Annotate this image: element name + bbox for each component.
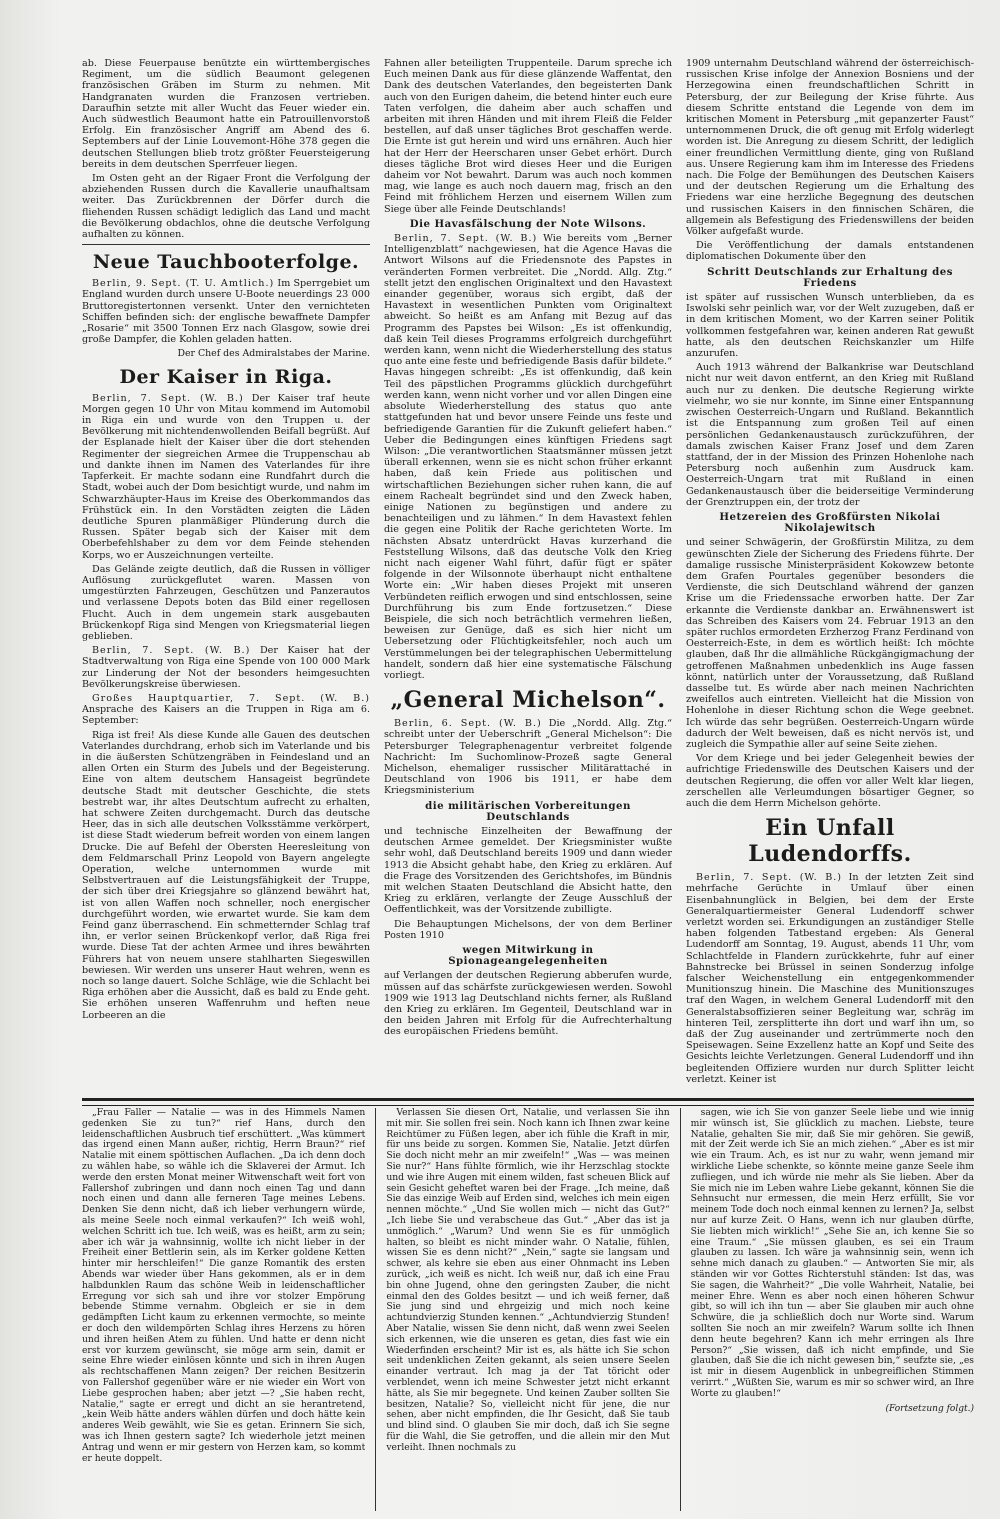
paragraph: Der Kaiser traf heute Morgen gegen 10 Uhr von Mitau kommend im Automobil in Riga ein und wurde von den Truppen u. der Bevölkerung mit nichtendenwollenden Beifall begrüßt. Auf der Esplanade hielt der Kaiser über die dort stehenden Regimenter der siegreichen Armee die Truppenschau ab und dankte ihnen im Namen des Vaterlandes für ihre Tapferkeit. Er machte sodann eine Rundfahrt durch die Stadt, wobei auch der Dom besichtigt wurde, und nahm im Schwarzhäupter-Haus im Kreise des Oberkommandos das Frühstück ein. In den Vorstädten zeigten die Läden deutliche Spuren planmäßiger Plünderung durch die Russen. Später begab sich der Kaiser mit dem Oberbefehlshaber zu dem vor dem Feinde stehenden Korps, wo er Auszeichnungen verteilte. bbox=[82, 392, 370, 561]
headline-kaiser-riga: Der Kaiser in Riga. bbox=[119, 365, 333, 388]
subheading-vorbereitungen: die militärischen Vorbereitungen Deutschlands bbox=[425, 799, 631, 823]
subheading-hetzereien: Hetzereien des Großfürsten Nikolai Nikolajewitsch bbox=[719, 510, 941, 535]
dateline: Berlin, 7. Sept. (W. B.) bbox=[394, 233, 538, 245]
news-section bbox=[82, 58, 974, 1098]
paragraph: und seiner Schwägerin, der Großfürstin Militza, zu dem gewünschten Ziele der Sicherung des Friedens führte. Der damalige russische Ministerpräsident Kokowzew betonte dem Grafen Pourtales gegenüber besonders die Verdienste, die sich Deutschland während der ganzen Krise um die Friedenssache erworben hatte. Der Zar erkannte die Verdienste dankbar an. Erwähnenswert ist das Schreiben des Kaisers vom 24. Februar 1913 an den später ruchlos ermordeten Erzherzog Franz Ferdinand von Oesterreich-Este, in dem es wörtlich heißt: Ich möchte glauben, daß Ihr die allmähliche Rückgängigmachung der getroffenen Maßnahmen unbedenklich ins Auge fassen könnt, natürlich unter der Voraussetzung, daß Rußland dasselbe tut. Es würde aber nach meinen Nachrichten zweifellos auch eintreten. Vielleicht hat die Mission von Hohenlohe in dieser Richtung schon die Wege geebnet. Ich würde das sehr begrüßen. Oesterreich-Ungarn würde dadurch der Welt beweisen, daß es nicht nervös ist, und zugleich die Sympathie aller auf seine Seite ziehen. bbox=[686, 537, 974, 750]
signature: Der Chef des Admiralstabes der Marine. bbox=[177, 348, 370, 360]
paragraph: Ansprache des Kaisers an die Truppen in Riga am 6. September: bbox=[82, 704, 370, 727]
feuilleton-column-3 bbox=[691, 1108, 974, 1511]
paragraph: Wie bereits vom „Berner Intelligenzblatt“ nachgewiesen, hat die Agence Havas die Antwort Wilsons auf die Friedensnote des Papstes in veränderten Formen verbreitet. Die „Nordd. Allg. Ztg.“ stellt jetzt den englischen Originaltext und den Havastext einander gegenüber, woraus sich ergibt, daß der Havastext in wesentlichen Punkten vom Originaltext abweicht. So heißt es am Anfang mit Bezug auf das Programm des Papstes bei Wilson: „Es ist offenkundig, daß kein Teil dieses Programms erfolgreich durchgeführt werden kann, wenn nicht die Wiederherstellung des status quo ante eine feste und befriedigende Basis dafür bildete.“ Havas hingegen schreibt: „Es ist offenkundig, daß kein Teil des päpstlichen Programms glücklich durchgeführt werden kann, wenn nicht vorher und vor allen Dingen eine absolute Wiederherstellung des status quo ante stattgefunden hat und bevor unsere Feinde uns feste und befriedigende Garantien für die Zukunft geliefert haben.“ Ueber die Bedingungen eines künftigen Friedens sagt Wilson: „Die verantwortlichen Staatsmänner müssen jetzt überall erkennen, wenn sie es nicht schon früher erkannt haben, daß kein Friede aus politischen und wirtschaftlichen Beziehungen sicher ruhen kann, die auf einem Rachealt begründet sind und den Zweck haben, einige Nationen zu begünstigen und andere zu benachteiligen und zu lähmen.“ In dem Havastext fehlen die gegen eine Politik der Rache gerichteten Worte. Im nächsten Absatz unterdrückt Havas kurzerhand die Feststellung Wilsons, daß das deutsche Volk den Krieg nicht nach eigener Wahl führt, dafür fügt er später folgende in der Wilsonnote überhaupt nicht enthaltene Worte ein: „Wir haben dieses Projekt mit unseren Verbündeten reiflich erwogen und sind entschlossen, seine Durchführung bis zum Ende fortzusetzen.“ Diese Beispiele, die sich noch beträchtlich vermehren ließen, beweisen zur Genüge, daß es sich hier nicht um Uebersetzung oder Flüchtigkeitsfehler, noch auch um Verstümmelungen bei der telegraphischen Uebermittelung handelt, sondern daß hier eine systematische Fälschung vorliegt. bbox=[384, 233, 672, 681]
paragraph: Im Sperrgebiet um England wurden durch unsere U-Boote neuerdings 23 000 Bruttoregistertonnen versenkt. Unter den vernichteten Schiffen befinden sich: der englische bewaffnete Dampfer „Rosarie“ mit 3500 Tonnen Erz nach Glasgow, sowie drei große Dampfer, die Kohlen geladen hatten. bbox=[82, 278, 370, 346]
feuilleton-column-1 bbox=[82, 1108, 365, 1511]
headline-unfall-ludendorff: Ein Unfall Ludendorffs. bbox=[748, 815, 912, 868]
paragraph: Im Osten geht an der Rigaer Front die Verfolgung der abziehenden Russen durch die Kavallerie unaufhaltsam weiter. Das Zurückbrennen der Dörfer durch die fliehenden Russen schädigt lediglich das Land und macht die Bevölkerung obdachlos, ohne die deutsche Verfolgung aufhalten zu können. bbox=[82, 173, 370, 241]
dateline: Berlin, 9. Sept. (T. U. Amtlich.) bbox=[92, 278, 275, 290]
divider bbox=[82, 244, 370, 245]
dateline: Berlin, 7. Sept. (W. B.) bbox=[696, 872, 843, 884]
feuilleton-section bbox=[82, 1108, 974, 1511]
feuilleton-divider bbox=[82, 1098, 974, 1106]
paragraph: ist später auf russischen Wunsch unterblieben, da es Iswolski sehr peinlich war, vor der Welt zuzugeben, daß er in dem kritischen Moment, wo der Karren seiner Politik vollkommen festgefahren war, keinen anderen Rat gewußt hatte, als den deutschen Reichskanzler um Hilfe anzurufen. bbox=[686, 292, 974, 360]
paragraph: Riga ist frei! Als diese Kunde alle Gauen des deutschen Vaterlandes durchdrang, erhob sich im Vaterlande und bis in die äußersten Schützengräben in Feindesland und an allen Orten ein Sturm des Jubels und der Begeisterung. Eine von altem deutschem Hansageist begründete deutsche Stadt mit deutscher Geschichte, die stets bestrebt war, ihr altes Deutschtum aufrecht zu erhalten, hat schwere Zeiten durchgemacht. Durch das deutsche Heer, das in sich alle deutschen Volksstämme verkörpert, ist diese Stadt wiederum befreit worden von einem langen Drucke. Die auf Befehl der Obersten Heeresleitung von dem Feldmarschall Prinz Leopold von Bayern angelegte Operation, welche unternommen wurde mit Selbstvertrauen auf die Leistungsfähigkeit der Truppe, der sich über drei Kriegsjahre so glänzend bewährt hat, ist von allen Waffen noch schneller, noch energischer durchgeführt worden, wie erwartet wurde. Sie kam dem Feind ganz überraschend. Ein schmetternder Schlag traf ihn, er verlor seinen Brückenkopf verlor, daß Riga frei wurde. Diese Tat der achten Armee und ihres bewährten Führers hat von neuem unsere stahlharten Siegeswillen bewiesen. Wir werden uns unserer Haut wehren, wenn es noch so lange dauert. Solche Schläge, wie die Schlacht bei Riga erhöhen aber die Aussicht, daß es bald zu Ende geht. Sie erhöhen unseren Waffenruhm und heften neue Lorbeeren an die bbox=[82, 729, 370, 1021]
column-1 bbox=[82, 58, 370, 1098]
paragraph: Die Behauptungen Michelsons, der von dem Berliner Posten 1910 bbox=[384, 918, 672, 941]
paragraph: „Frau Faller — Natalie — was in des Himmels Namen gedenken Sie zu tun?“ rief Hans, durch den leidenschaftlichen Ausbruch tief erschüttert. „Was kümmert das irgend einen Mann außer, richtig, Herrn Braun?“ rief Natalie mit einem spöttischen Auflachen. „Da ich denn doch zu wählen habe, so wähle ich die Sklaverei der Armut. Ich werde den ersten Monat meiner Witwenschaft weit fort von Fallershof zubringen und dann noch einen Tag und dann noch einen und dann alle ferneren Tage meines Lebens. Denken Sie denn nicht, daß ich lieber verhungern würde, als meine Seele noch einmal verkaufen?“ Ich weiß wohl, welchen Schritt ich tue. Ich weiß, was es heißt, arm zu sein; aber ich wär ja wahnsinnig, wollte ich nicht lieber in der Freiheit einer Bettlerin sein, als im Kerker goldene Ketten hinter mir herschleifen!“ Die ganze Romantik des ersten Abends war wieder über Hans gekommen, als er in dem halbdunklen Raum das schöne Weib in leidenschaftlicher Erregung vor sich sah und ihre vor stolzer Empörung bebende Stimme vernahm. Obgleich er sie in dem gedämpften Licht kaum zu erkennen vermochte, so meinte er doch den wildempörten Schlag ihres Herzens zu hören und ihren heißen Atem zu fühlen. Und hatte er denn nicht erst vor kurzem gewünscht, sie möge arm sein, damit er seine Ehre wieder einlösen könnte und sich in ihren Augen als rechtschaffenen Mann zeigen? Der reichen Besitzerin von Fallershof gegenüber wäre er nie wieder ein Wort von Liebe gesprochen haben; aber jetzt —? „Sie haben recht, Natalie,“ sagte er erregt und dicht an sie herantretend, „kein Weib hätte anders wählen dürfen und doch hätte kein anderes Weib gewählt, wie Sie es getan. Erinnern Sie sich, was ich Ihnen gestern sagte? Ich wiederhole jetzt meinen Antrag und wenn er mir gestern von Herzen kam, so kommt er heute doppelt. bbox=[82, 1108, 366, 1464]
paragraph: Auch 1913 während der Balkankrise war Deutschland nicht nur weit davon entfernt, an den Krieg mit Rußland auch nur zu denken. Die deutsche Regierung wirkte vielmehr, wo sie nur konnte, im Sinne einer Entspannung zwischen Oesterreich-Ungarn und Rußland. Bekanntlich ist die Entspannung zum großen Teil auf einen persönlichen Gedankenaustausch zurückzuführen, der damals zwischen Kaiser Franz Josef und dem Zaren stattfand, der in der Mission des Prinzen Hohenlohe nach Petersburg noch außenhin zum Ausdruck kam. Oesterreich-Ungarn trat mit Rußland in einen Gedankenaustausch über die beiderseitige Verminderung der Grenztruppen ein, der trotz der bbox=[686, 362, 974, 508]
headline-michelson: „General Michelson“. bbox=[390, 687, 666, 714]
paragraph: 1909 unternahm Deutschland während der österreichisch-russischen Krise infolge der Annexion Bosniens und der Herzegowina einen freundschaftlichen Schritt in Petersburg, der zur Beilegung der Krise führte. Aus diesem Schritte entstand die Legende von dem im kritischen Moment in Petersburg „mit gepanzerter Faust“ unternommenen Druck, die oft genug mit Erfolg widerlegt worden ist. Die Anregung zu diesem Schritt, der lediglich einer freundlichen Vermittlung diente, ging von Rußland aus. Unsere Regierung kam ihm im Interesse des Friedens nach. Die Folge der Bemühungen des Deutschen Kaisers und der deutschen Regierung um die Erhaltung des Friedens war eine herzliche Begegnung des deutschen und russischen Kaisers in den finnischen Schären, die allgemein als Befestigung des Friedenswillens der beiden Völker aufgefaßt wurde. bbox=[686, 58, 974, 238]
continuation-note: (Fortsetzung folgt.) bbox=[885, 1403, 974, 1414]
dateline: Berlin, 7. Sept. (W. B.) bbox=[92, 645, 251, 657]
paragraph: Vor dem Kriege und bei jeder Gelegenheit bewies der aufrichtige Friedenswille des Deutschen Kaisers und der deutschen Regierung, die offen vor aller Welt klar liegen, zerschellen alle Verleumdungen bösartiger Gegner, so auch die dem Herrn Michelson gehörte. bbox=[686, 753, 974, 809]
headline-tauchboot: Neue Tauchbooterfolge. bbox=[92, 251, 360, 274]
paragraph: Das Gelände zeigte deutlich, daß die Russen in völliger Auflösung zurückgeflutet waren. Massen von umgestürzten Fahrzeugen, Geschützen und Panzerautos und verlassene Depots boten das Bild einer regellosen Flucht. Auch in dem ungemein stark ausgebauten Brückenkopf Riga sind Mengen von Kriegsmaterial liegen geblieben. bbox=[82, 563, 370, 642]
column-3 bbox=[686, 58, 974, 1098]
column-rule bbox=[375, 1108, 376, 1511]
paragraph: Der Kaiser hat der Stadtverwaltung von Riga eine Spende von 100 000 Mark zur Linderung der Not der besonders heimgesuchten Bevölkerungskreise überwiesen. bbox=[82, 645, 370, 690]
feuilleton-column-2 bbox=[386, 1108, 669, 1511]
paragraph: Verlassen Sie diesen Ort, Natalie, und verlassen Sie ihn mit mir. Sie sollen frei sein. Noch kann ich Ihnen zwar keine Reichtümer zu Füßen legen, aber ich fühle die Kraft in mir, für uns beide zu sorgen. Kommen Sie, Natalie. Jetzt dürfen Sie doch nicht mehr an mir zweifeln!“ „Was — was meinen Sie nur?“ Hans fühlte förmlich, wie ihr Herzschlag stockte und wie ihre Augen mit einem wilden, fast scheuen Blick auf sein Gesicht geheftet waren bei der Frage. „Ich meine, daß Sie das einzige Weib auf Erden sind, welches ich mein eigen nennen möchte.“ „Und Sie wollen mich — nicht das Gut?“ „Ich liebe Sie und verabscheue das Gut.“ „Aber das ist ja unmöglich.“ „Warum? Und wenn Sie es für unmöglich halten, so bleibt es nicht minder wahr. O Natalie, fühlen, wissen Sie es denn nicht?“ „Nein,“ sagte sie langsam und schwer, als kehre sie eben aus einer Ohnmacht ins Leben zurück, „ich weiß es nicht. Ich weiß nur, daß ich eine Frau bin ohne Jugend, ohne den geringsten Zauber, die nicht einmal den des Goldes besitzt — und ich weiß ferner, daß Sie jung sind und ehrgeizig und mich noch keine achtundvierzig Stunden kennen.“ „Achtundvierzig Stunden! Aber Natalie, wissen Sie denn nicht, daß wenn zwei Seelen sich erkennen, wie die unseren es getan, dies fast wie ein Wiederfinden erscheint? Mir ist es, als hätte ich Sie schon seit undenklichen Zeiten gekannt, als seien unsere Seelen einander vertraut. Ich mag ja der Tat töricht oder verblendet, wenn ich meine Schwester jetzt nicht erkannt hätte, als Sie mir begegnete. Und keinen Zauber sollten Sie besitzen, Natalie? So, vielleicht nicht für jene, die nur sehen, aber nicht empfinden, die Ihr Gesicht, daß Sie taub und blind sind. O glauben Sie mir doch, daß ich Sie segne für die Wahl, die Sie getroffen, und die allein mir den Mut verleiht. Ihnen nochmals zu bbox=[386, 1108, 670, 1453]
subheading-schritt: Schritt Deutschlands zur Erhaltung des Friedens bbox=[707, 265, 953, 289]
paragraph: sagen, wie ich Sie von ganzer Seele liebe und wie innig mir wünsch ist, Sie glücklich zu machen. Liebste, teure Natalie, gehalten Sie mir, daß Sie mir gehören. Sie gewiß, mit der Zeit werde ich Sie an mich ziehen.“ „Aber es ist mir wie ein Traum. Ach, es ist nur zu wahr, wenn jemand mir wirkliche Liebe schenkte, so könnte meine ganze Seele ihm zufliegen, und ich würde nie mehr als Sie lieben. Aber da Sie mich nie im Leben wahre Liebe gekannt, können Sie die Sehnsucht nur ermessen, die mein Herz erfüllt, Sie vor meinem Tode doch noch einmal kennen zu lernen? Ja, selbst nur auf kurze Zeit. O Hans, wenn ich nur glauben dürfte, Sie liebten mich wirklich!“ „Sehe Sie an, ich kenne Sie so eine Traum.“ „Sie müssen glauben, es sei ein Traum glauben zu lassen. Ich wäre ja wahnsinnig sein, wenn ich sehne mich danach zu glauben.“ — Antworten Sie mir, als ständen wir vor Gottes Richterstuhl ständen: Ist das, was Sie sagen, die Wahrheit?“ „Die volle Wahrheit, Natalie, bei meiner Ehre. Wenn es aber noch einen höheren Schwur gibt, so will ich ihn tun — aber Sie glauben mir auch ohne Schwüre, die ja schließlich doch nur Worte sind. Warum sollten Sie noch an mir zweifeln? Warum sollte ich Ihnen denn heute begehren? Kann ich mehr erringen als Ihre Person?“ „Sie wissen, daß ich nicht empfinde, und Sie glauben, daß Sie die ich nicht gewesen bin,“ seufzte sie, „es ist mir in diesem Augenblick in unbegreiflichen Stimmen verirrt.“ „Wüßten Sie, warum es mir so schwer wird, an Ihre Worte zu glauben!“ bbox=[690, 1108, 974, 1399]
paragraph: auf Verlangen der deutschen Regierung abberufen wurde, müssen auf das schärfste zurückgewiesen werden. Sowohl 1909 wie 1913 lag Deutschland nichts ferner, als Rußland den Krieg zu erklären. Im Gegenteil, Deutschland war in den beiden Jahren mit Erfolg für die Aufrechterhaltung des europäischen Friedens bemüht. bbox=[384, 970, 672, 1038]
subheading-spionage: wegen Mitwirkung in Spionageangelegenheiten bbox=[448, 944, 608, 968]
paragraph: In der letzten Zeit sind mehrfache Gerüchte in Umlauf über einen Eisenbahnunglück in Belgien, bei dem der Erste Generalquartiermeister General Ludendorff schwer verletzt worden sei. Erkundigungen an zuständiger Stelle haben folgenden Tatbestand ergeben: Als General Ludendorff am Sonntag, 19. August, abends 11 Uhr, vom Schlachtfelde in Flandern zurückkehrte, fuhr auf einer Bahnstrecke bei Brüssel in seinen Sonderzug infolge falscher Weichenstellung ein entgegenkommender Munitionszug hinein. Die Maschine des Munitionszuges traf den Wagen, in welchem General Ludendorff mit den Generalstabsoffizieren seiner Begleitung war, schräg im hinteren Teil, zersplitterte ihn dort und warf ihn um, so daß der Zug auseinander und zertrümmerte noch den Speisewagen. Seine Exzellenz hatte an Kopf und Seite des Gesichts leichte Verletzungen. General Ludendorff und ihn begleitenden Offiziere wurden nur durch Splitter leicht verletzt. Keiner ist bbox=[686, 872, 974, 1085]
paragraph: und technische Einzelheiten der Bewaffnung der deutschen Armee gemeldet. Der Kriegsminister wußte sehr wohl, daß Deutschland bereits 1909 und dann wieder 1913 die Absicht gehabt habe, den Krieg zu erklären. Auf die Frage des Vorsitzenden des Gerichtshofes, im Bündnis mit welchen Staaten Deutschland die Absicht hatte, den Krieg zu erklären, verlangte der Zeuge Ausschluß der Oeffentlichkeit, was der Vorsitzende zubilligte. bbox=[384, 826, 672, 916]
headline-havas: Die Havasfälschung der Note Wilsons. bbox=[409, 217, 647, 230]
column-2 bbox=[384, 58, 672, 1098]
paragraph: Die „Nordd. Allg. Ztg.“ schreibt unter der Ueberschrift „General Michelson“: Die Petersburger Telegraphenagentur verbreitet folgende Nachricht: Im Suchomlinow-Prozeß sagte General Michelson, ehemaliger russischer Militärattaché in Deutschland von 1906 bis 1911, er habe dem Kriegsministerium bbox=[384, 718, 672, 797]
paragraph: Fahnen aller beteiligten Truppenteile. Darum spreche ich Euch meinen Dank aus für diese glänzende Waffentat, den Dank des deutschen Vaterlandes, den begeisterten Dank auch von den Eurigen daheim, die betend hinter euch eure Taten verfolgen, die daheim aber auch schaffen und arbeiten mit ihren Händen und mit ihrem Fleiß die Felder bestellen, auf daß unser tägliches Brot geschaffen werde. Die Ernte ist gut herein und wird uns ernähren. Auch hier hat der Herr der Heerscharen unser Gebet erhört. Durch dieses tägliche Brot wird dieses Heer und die Eurigen daheim vor Not bewahrt. Darum was auch noch kommen mag, wie lange es auch noch dauern mag, frisch an den Feind mit fröhlichem Herzen und eisernem Willen zum Siege über alle Feinde Deutschlands! bbox=[384, 58, 672, 215]
dateline: Berlin, 6. Sept. (W. B.) bbox=[394, 718, 542, 730]
column-rule bbox=[680, 1108, 681, 1511]
paragraph: ab. Diese Feuerpause benützte ein württembergisches Regiment, um die südlich Beaumont gelegenen französischen Gräben im Sturm zu nehmen. Mit Handgranaten wurden die Franzosen vertrieben. Daraufhin setzte mit aller Wucht das Feuer wieder ein. Auch südwestlich Beaumont hatte ein Patrouillenvorstoß Erfolg. Ein französischer Angriff am Abend des 6. Septembers auf der Linie Louvemont-Höhe 378 gegen die deutschen Stellungen blieb trotz größter Feuersteigerung bereits in dem deutschen Sperrfeuer liegen. bbox=[82, 58, 370, 170]
paragraph: Die Veröffentlichung der damals entstandenen diplomatischen Dokumente über den bbox=[686, 240, 974, 263]
dateline: Großes Hauptquartier, 7. Sept. (W. B.) bbox=[92, 692, 370, 704]
dateline: Berlin, 7. Sept. (W. B.) bbox=[92, 392, 244, 404]
